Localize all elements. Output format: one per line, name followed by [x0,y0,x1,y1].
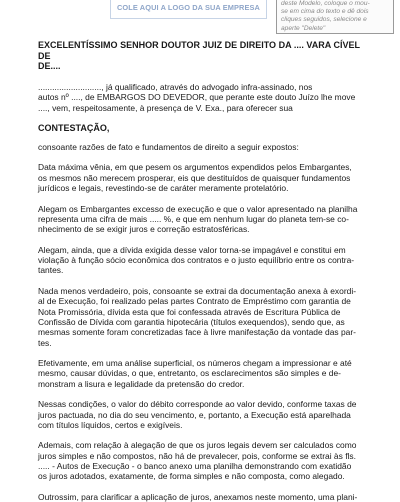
paragraph-line: ..... - Autos de Execução - o banco anexo uma planilha demonstrando com exatidão [38,461,352,472]
heading-line: DE.... [38,61,61,72]
body-paragraph [38,286,360,348]
tooltip-line: aperte "Delete" [281,24,326,32]
paragraph-line: jurídicos e legais, revestindo-se de caráter meramente protelatório. [38,183,289,194]
paragraph-line: Nota Promissória, dívida esta que foi confessada através de Escritura Pública de [38,306,341,317]
logo-placeholder-text: COLE AQUI A LOGO DA SUA EMPRESA [117,3,260,12]
paragraph-line: Outrossim, para clarificar a aplicação de juros, anexamos neste momento, uma plani- [38,491,358,502]
body-paragraph [38,399,360,430]
logo-placeholder [110,0,267,19]
intro-paragraph [38,82,360,113]
paragraph-line: juros simples e não compostos, não há de prevalecer, pois, conforme se extrai às fls. [38,450,356,461]
paragraph-line: Nessas condições, o valor do débito corresponde ao valor devido, conforme taxas de [38,399,357,410]
paragraph-line: mesmo, causar dúvidas, o que, entretanto, os esclarecimentos são simples e de- [38,368,341,379]
paragraph-line: ...., vem, respeitosamente, à presença de V. Exa., para oferecer sua [38,102,293,113]
paragraph-line: nhecimento de se exigir juros e correção estratosféricas. [38,224,250,235]
body-paragraph [38,245,360,276]
paragraph-line: representa uma cifra de mais ..... %, e que em nenhum lugar do planeta tem-se co- [38,213,349,224]
tooltip-line: cliques seguidos, selecione e [281,16,367,24]
section-subheading: CONTESTAÇÃO, [38,123,110,134]
paragraph-line: mesmas somente foram concretizadas face à livre manifestação da vontade das par- [38,327,356,338]
paragraph-line: Confissão de Dívida com garantia hipotecária (títulos exequendos), sendo que, as [38,316,345,327]
paragraph-line: os juros adotados, exatamente, de forma simples e não composta, como alegado. [38,471,345,482]
paragraph-line: autos nº ...., de EMBARGOS DO DEVEDOR, que perante este douto Juízo lhe move [38,92,356,103]
body-paragraph [38,204,360,235]
tooltip-line: deste Modelo, coloque o mou- [281,0,370,7]
paragraph-line: Alegam, ainda, que a dívida exigida desse valor torna-se impagável e constitui em [38,244,346,255]
body-paragraph [38,358,360,389]
paragraph-line: violação à função sócio econômica dos contratos e o justo equilíbrio entre os contra- [38,255,355,266]
paragraph-line: consoante razões de fato e fundamentos de direito a seguir expostos: [38,141,299,152]
document-heading [38,40,360,72]
paragraph-line: Data máxima vênia, em que pesem os argumentos expendidos pelos Embargantes, [38,162,352,173]
paragraph-line: tes. [38,337,52,348]
paragraph-line: al de Execução, foi realizado pelas partes Contrato de Empréstimo com garantia de [38,296,351,307]
body-paragraph [38,142,360,152]
body-paragraphs [38,142,360,502]
paragraph-line: Nada menos verdadeiro, pois, consoante se extrai da documentação anexa à exordi- [38,286,357,297]
body-paragraph [38,440,360,481]
paragraph-line: os mesmos não merecem prosperar, eis que destituídos de quaisquer fundamentos [38,172,351,183]
paragraph-line: monstram a lisura e legalidade da pretensão do credor. [38,378,245,389]
tooltip-line: se em cima do texto e dê dois [281,8,369,16]
body-paragraph [38,162,360,193]
paragraph-line: com títulos líquidos, certos e exigíveis. [38,419,183,430]
paragraph-line: Efetivamente, em uma análise superficial, os números chegam a impressionar e até [38,358,352,369]
paragraph-line: Alegam os Embargantes excesso de execução e que o valor apresentado na planilha [38,203,358,214]
document-body [38,40,360,502]
paragraph-line: juros pactuada, no dia do seu vencimento, e, portanto, a Execução está aparelhada [38,409,351,420]
paragraph-line: Ademais, com relação à alegação de que os juros legais devem ser calculados como [38,440,357,451]
heading-line: EXCELENTÍSSIMO SENHOR DOUTOR JUIZ DE DIREITO DA .... VARA CÍVEL DE [38,40,360,61]
paragraph-line: ..........................., já qualificado, através do advogado infra-assinado, nos [38,82,313,93]
instruction-tooltip [276,0,394,34]
body-paragraph [38,492,360,502]
paragraph-line: tantes. [38,265,64,276]
